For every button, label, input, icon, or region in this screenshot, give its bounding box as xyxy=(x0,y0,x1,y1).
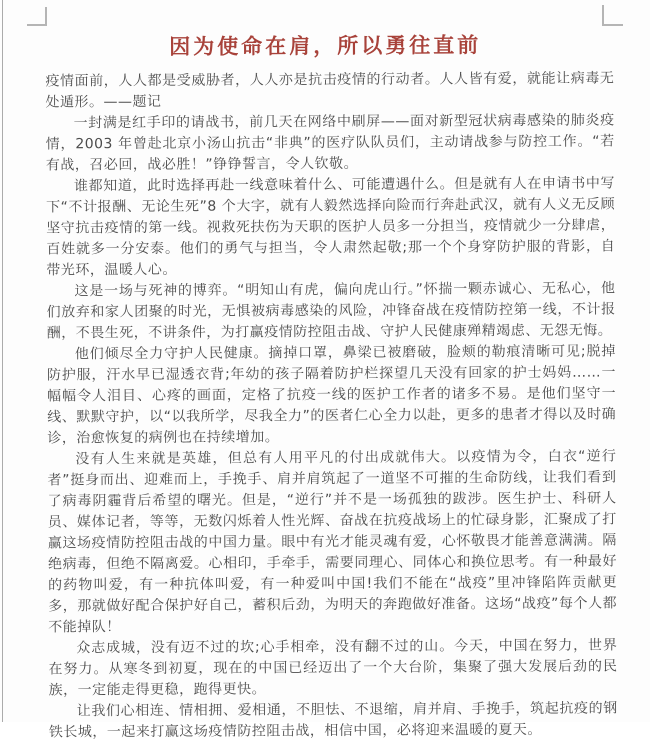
essay-title: 因为使命在肩，所以勇往直前 xyxy=(169,33,482,59)
essay-paragraph: 众志成城，没有迈不过的坎;心手相牵，没有翻不过的山。今天，中国在努力，世界在努力。从寒冬到初夏，现在的中国已经迈出了一个大台阶，集聚了强大发展后劲的民族，一定能走得更稳，跑得更快。 xyxy=(48,637,618,699)
essay-body xyxy=(45,68,618,743)
essay-paragraph: 让我们心相连、情相拥、爱相通，不胆怯、不退缩，肩并肩、手挽手，筑起抗疫的钢铁长城，一起来打赢这场疫情防控阻击战，相信中国，必将迎来温暖的夏天。 xyxy=(48,700,618,741)
essay-paragraph: 疫情面前，人人都是受威胁者，人人亦是抗击疫情的行动者。人人皆有爱，就能让病毒无处遁形。——题记 xyxy=(45,70,615,111)
essay-paragraph: 谁都知道，此时选择再赴一线意味着什么、可能遭遇什么。但是就有人在申请书中写下“不计报酬、无论生死”8 个大字，就有人毅然选择向险而行奔赴武汉，就有人义无反顾坚守抗击疫情的第一线。视救死扶伤为天职的医护人员多一分担当，疫情就少一分肆虐，百姓就多一分安泰。他们的勇气与担当，令人肃然起敬;那一个个身穿防护服的背影，自带光环，温暖人心。 xyxy=(46,175,616,279)
essay-paragraph: 这是一场与死神的博弈。“明知山有虎，偏向虎山行。”怀揣一颗赤诚心、无私心，他们放弃和家人团聚的时光，无惧被病毒感染的风险，冲锋奋战在疫情防控第一线，不计报酬，不畏生死，不讲条件，为打赢疫情防控阻击战、守护人民健康殚精竭虑、无怨无悔。 xyxy=(46,280,616,342)
essay-paragraph: 没有人生来就是英雄，但总有人用平凡的付出成就伟大。以疫情为令，白衣“逆行者”挺身而出、迎难而上，手挽手、肩并肩筑起了一道坚不可摧的生命防线，让我们看到了病毒阴霾背后希望的曙光。但是，“逆行”并不是一场孤独的跋涉。医生护士、科研人员、媒体记者，等等，无数闪烁着人性光辉、奋战在抗疫战场上的忙碌身影，汇聚成了打赢这场疫情防控阻击战的中国力量。眼中有光才能灵魂有爱，心怀敬畏才能善意满满。隔绝病毒，但绝不隔离爱。心相印，手牵手，需要同理心、同体心和换位思考。有一种最好的药物叫爱，有一种抗体叫爱，有一种爱叫中国!我们不能在“战疫”里冲锋陷阵贡献更多，那就做好配合保护好自己，蓄积后劲，为明天的奔跑做好准备。这场“战疫”每个人都不能掉队！ xyxy=(47,448,618,636)
essay-paragraph: 他们倾尽全力守护人民健康。摘掉口罩，鼻梁已被磨破，脸颊的勒痕清晰可见;脱掉防护服，汗水早已湿透衣背;年幼的孩子隔着防护栏探望几天没有回家的护士妈妈……一幅幅令人泪目、心疼的画面，定格了抗疫一线的医护工作者的诸多不易。是他们坚守一线、默默守护，以“以我所学，尽我全力”的医者仁心全力以赴，更多的患者才得以及时确诊，治愈恢复的病例也在持续增加。 xyxy=(46,343,617,447)
essay-paragraph: 一封满是红手印的请战书，前几天在网络中刷屏——面对新型冠状病毒感染的肺炎疫情，2003 年曾赴北京小汤山抗击“非典”的医疗队队员们，主动请战参与防控工作。“若有战，召必回，战必胜！”铮铮誓言，令人钦敬。 xyxy=(45,112,615,174)
